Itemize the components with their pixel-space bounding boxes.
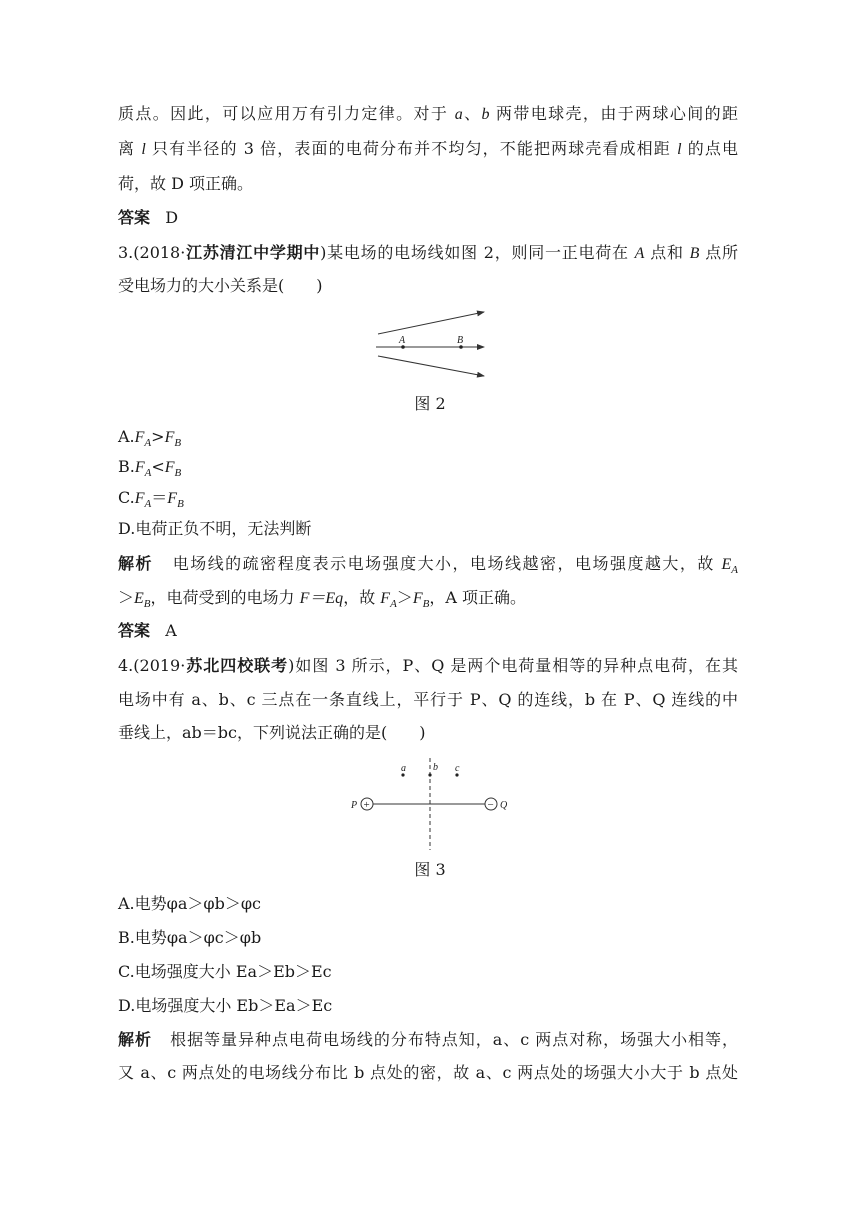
label-q: Q	[500, 800, 508, 811]
point-b	[428, 773, 431, 776]
question-source: 苏北四校联考	[185, 656, 289, 675]
explanation-line: 荷，故 D 项正确。	[118, 174, 254, 193]
question-4-stem-cont: 电场中有 a、b、c 三点在一条直线上，平行于 P、Q 的连线，b 在 P、Q 连线的中	[118, 690, 738, 709]
explanation-line: 离 l 只有半径的 3 倍，表面的电荷分布并不均匀，不能把两球壳看成相距 l 的点电	[118, 139, 738, 158]
explanation-line: 质点。因此，可以应用万有引力定律。对于 a、b 两带电球壳，由于两球心间的距	[118, 104, 738, 123]
minus-sign: −	[487, 799, 494, 811]
answer-line: 答案 A	[118, 621, 177, 640]
label-b: b	[433, 762, 438, 773]
option-c: $C.F_A=F_B$	[118, 488, 184, 511]
option-d: D.电场强度大小 Eb＞Ea＞Ec	[118, 996, 333, 1015]
question-3-stem: 3.(2018·江苏清江中学期中)某电场的电场线如图 2，则同一正电荷在 A 点和 B 点所	[118, 243, 738, 262]
figure-2-caption: 图 2	[414, 394, 446, 413]
label-a: a	[401, 763, 406, 774]
answer-line: 答案 D	[118, 208, 179, 227]
option-c: C.电场强度大小 Ea＞Eb＞Ec	[118, 962, 332, 981]
question-4-stem-cont: 垂线上，ab＝bc，下列说法正确的是( )	[118, 723, 426, 742]
figure-2-field-lines	[370, 304, 490, 380]
field-line-upper	[378, 312, 484, 334]
label-p: P	[351, 800, 358, 811]
field-line-lower	[378, 356, 484, 376]
question-4-stem: 4.(2019·苏北四校联考)如图 3 所示，P、Q 是两个电荷量相等的异种点电荷，在其	[118, 656, 738, 675]
option-d: D.电荷正负不明，无法判断	[118, 519, 312, 538]
plus-sign: +	[363, 799, 370, 811]
analysis-line: 解析 电场线的疏密程度表示电场强度大小，电场线越密，电场强度越大，故 $E_A$	[118, 554, 738, 577]
analysis-line: 又 a、c 两点处的电场线分布比 b 点处的密，故 a、c 两点处的场强大小大于 b 点处	[118, 1063, 738, 1082]
analysis-line: $>E_B$，电荷受到的电场力 F＝Eq，故 $F_A>F_B$，A 项正确。	[118, 588, 526, 611]
label-c: c	[455, 763, 460, 774]
question-3-stem-cont: 受电场力的大小关系是( )	[118, 276, 323, 295]
figure-3-caption: 图 3	[414, 860, 446, 879]
analysis-line: 解析 根据等量异种点电荷电场线的分布特点知，a、c 两点对称，场强大小相等，	[118, 1030, 738, 1049]
option-a: $A.F_A>F_B$	[118, 427, 182, 450]
point-b-label: B	[457, 335, 464, 346]
question-source: 江苏清江中学期中	[185, 243, 321, 262]
figure-3-charges	[344, 756, 516, 852]
option-a: A.电势φa＞φb＞φc	[118, 894, 261, 913]
option-b: B.电势φa＞φc＞φb	[118, 928, 262, 947]
option-b: $B.F_A<F_B$	[118, 457, 182, 480]
point-a-label: A	[399, 335, 406, 346]
